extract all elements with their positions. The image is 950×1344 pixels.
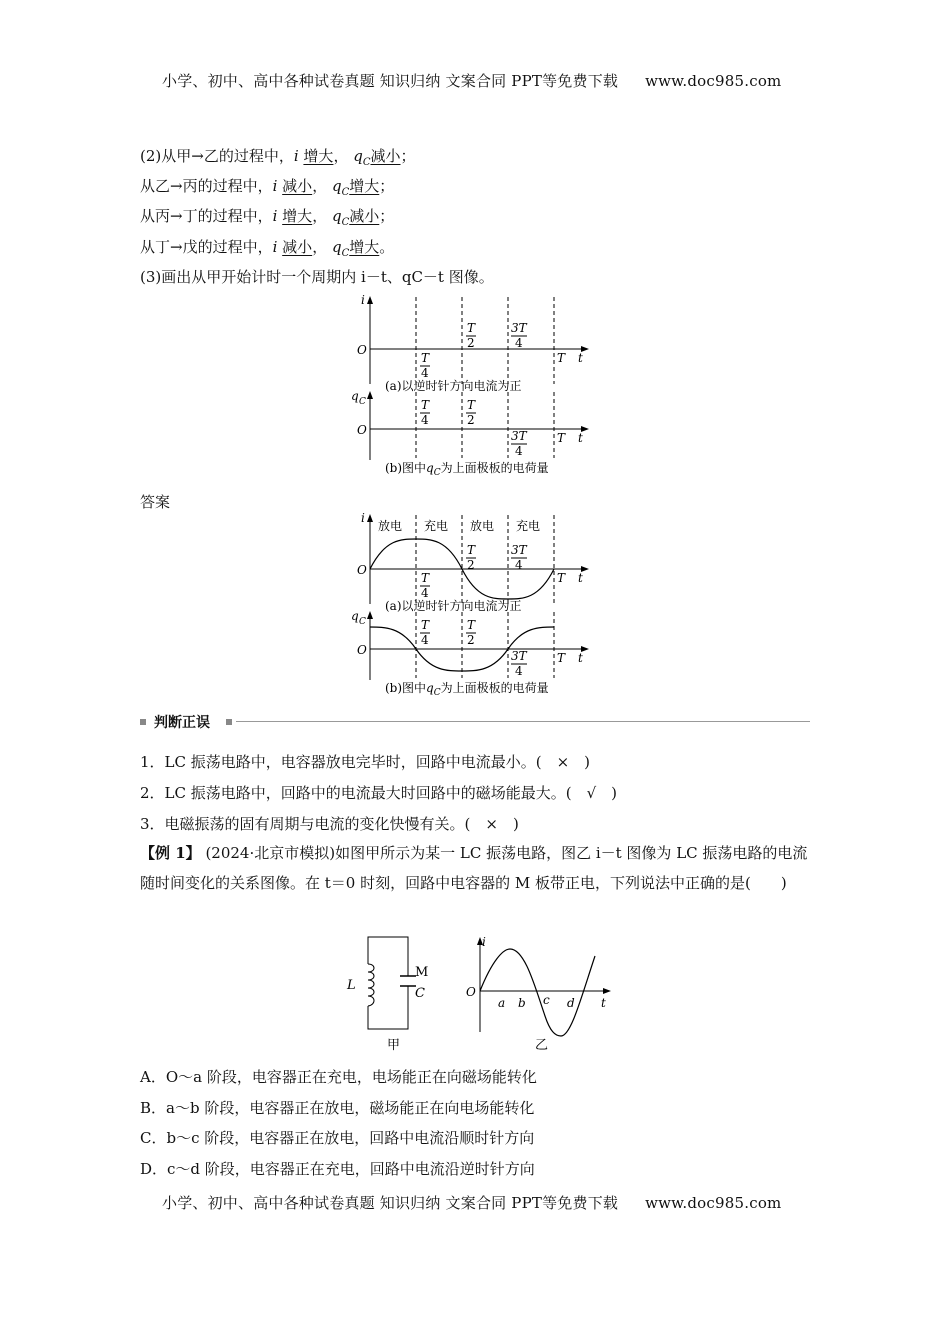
- question-graphs: [345, 292, 595, 482]
- axis-label-i: i: [361, 293, 365, 307]
- question-i-t-graph: [357, 293, 589, 393]
- svg-text:T: T: [421, 398, 430, 412]
- question-q-t-graph: [351, 389, 589, 478]
- tick-T-over-4-num: T: [421, 351, 430, 365]
- svg-text:T: T: [557, 571, 566, 585]
- current-trend: 减小: [282, 238, 313, 256]
- svg-text:T: T: [557, 431, 566, 445]
- charge-trend: 增大: [349, 238, 380, 256]
- svg-text:t: t: [578, 651, 583, 665]
- svg-text:t: t: [601, 996, 606, 1010]
- svg-text:O: O: [357, 423, 367, 437]
- footer-banner: [162, 1192, 781, 1213]
- svg-text:4: 4: [421, 633, 429, 647]
- charge-trend: 减小: [349, 207, 380, 225]
- judge-section-header: [140, 712, 810, 732]
- svg-text:O: O: [357, 643, 367, 657]
- example-figures: [335, 932, 625, 1057]
- svg-text:M: M: [415, 965, 429, 980]
- svg-text:3T: 3T: [511, 649, 527, 663]
- svg-text:4: 4: [515, 444, 523, 458]
- current-trend: 增大: [303, 147, 334, 165]
- svg-text:3T: 3T: [511, 429, 527, 443]
- process-line: 从乙→丙的过程中，i 减小， $q_C$增大；: [140, 177, 395, 198]
- charge-trend: 减小: [370, 147, 401, 165]
- lc-circuit-diagram: [346, 937, 428, 1053]
- process-line: 从丁→戊的过程中，i 减小， $q_C$增大。: [140, 238, 395, 259]
- svg-text:T: T: [421, 571, 430, 585]
- answer-label: 答案: [140, 493, 171, 511]
- tick-3T-over-4-den: 4: [515, 336, 523, 350]
- figure-jia-label: 甲: [387, 1038, 401, 1053]
- judge-item: 2．LC 振荡电路中，回路中的电流最大时回路中的磁场能最大。( √ ): [140, 784, 618, 802]
- svg-text:a: a: [498, 996, 506, 1010]
- header-url: www.doc985.com: [645, 72, 782, 90]
- axis-label-t: t: [578, 351, 583, 365]
- origin-label: O: [357, 343, 367, 357]
- example-question: [140, 838, 812, 898]
- example-text: (2024·北京市模拟)如图甲所示为某一 LC 振荡电路，图乙 i－t 图像为 LC 振荡电路的电流随时间变化的关系图像。在 t＝0 时刻，回路中电容器的 M 板带正电，下列说法中正确的是( ): [140, 844, 808, 892]
- svg-text:O: O: [466, 985, 476, 999]
- phase-discharge-2: 放电: [470, 519, 495, 533]
- footer-url: www.doc985.com: [645, 1194, 782, 1212]
- svg-text:2: 2: [467, 558, 475, 572]
- caption-a: (a)以逆时针方向电流为正: [385, 379, 522, 393]
- svg-text:4: 4: [515, 664, 523, 678]
- phase-charge-2: 充电: [516, 519, 541, 533]
- svg-text:C: C: [359, 617, 366, 627]
- svg-text:C: C: [415, 986, 425, 1001]
- phase-charge-1: 充电: [424, 519, 449, 533]
- svg-text:2: 2: [467, 413, 475, 427]
- answer-i-t-graph: [357, 512, 589, 613]
- footer-text: 小学、初中、高中各种试卷真题 知识归纳 文案合同 PPT等免费下载: [162, 1194, 619, 1212]
- svg-text:C: C: [359, 397, 366, 407]
- tick-T: T: [557, 351, 566, 365]
- svg-text:4: 4: [421, 586, 429, 600]
- axis-label-q: q: [351, 389, 359, 403]
- example-current-curve: [480, 949, 595, 1036]
- tick-T-over-4-den: 4: [421, 366, 429, 380]
- option-a[interactable]: A．O～a 阶段，电容器正在充电，电场能正在向磁场能转化: [140, 1068, 537, 1086]
- svg-text:d: d: [567, 996, 575, 1010]
- charge-trend: 增大: [349, 177, 380, 195]
- svg-text:T: T: [421, 618, 430, 632]
- svg-text:4: 4: [515, 558, 523, 572]
- svg-text:i: i: [361, 512, 365, 525]
- svg-text:3T: 3T: [511, 543, 527, 557]
- tick-T-over-2-den: 2: [467, 336, 475, 350]
- svg-text:T: T: [467, 618, 476, 632]
- svg-text:L: L: [347, 978, 356, 993]
- tick-3T-over-4-num: 3T: [511, 321, 527, 335]
- svg-text:2: 2: [467, 633, 475, 647]
- header-banner: [162, 70, 781, 91]
- square-bullet-icon: [140, 719, 146, 725]
- header-text: 小学、初中、高中各种试卷真题 知识归纳 文案合同 PPT等免费下载: [162, 72, 619, 90]
- option-d[interactable]: D．c～d 阶段，电容器正在充电，回路中电流沿逆时针方向: [140, 1160, 535, 1178]
- svg-text:4: 4: [421, 413, 429, 427]
- phase-discharge-1: 放电: [378, 519, 403, 533]
- judge-item: 3．电磁振荡的固有周期与电流的变化快慢有关。( × ): [140, 815, 519, 833]
- current-trend: 减小: [282, 177, 313, 195]
- svg-text:b: b: [518, 996, 526, 1010]
- svg-text:T: T: [557, 651, 566, 665]
- caption-b: (b)图中$q_C$为上面极板的电荷量: [385, 461, 549, 478]
- option-b[interactable]: B．a～b 阶段，电容器正在放电，磁场能正在向电场能转化: [140, 1099, 535, 1117]
- svg-text:i: i: [482, 935, 486, 949]
- svg-text:(a)以逆时针方向电流为正: (a)以逆时针方向电流为正: [385, 599, 522, 613]
- svg-text:t: t: [578, 571, 583, 585]
- square-bullet-icon: [226, 719, 232, 725]
- tick-T-over-2-num: T: [467, 321, 476, 335]
- judge-item: 1．LC 振荡电路中，电容器放电完毕时，回路中电流最小。( × ): [140, 753, 591, 771]
- svg-text:q: q: [351, 609, 359, 623]
- current-trend: 增大: [282, 207, 313, 225]
- part3-instruction: (3)画出从甲开始计时一个周期内 i－t、qC－t 图像。: [140, 268, 494, 286]
- svg-text:c: c: [543, 993, 550, 1007]
- figure-yi-label: 乙: [535, 1038, 549, 1053]
- process-line: 从丙→丁的过程中，i 增大， $q_C$减小；: [140, 207, 395, 228]
- judge-title: 判断正误: [154, 715, 210, 731]
- example-i-t-graph: [466, 935, 611, 1053]
- answer-q-t-graph: [351, 609, 589, 698]
- svg-text:T: T: [467, 398, 476, 412]
- divider-line: [236, 721, 810, 722]
- process-line: (2)从甲→乙的过程中，i 增大， $q_C$减小；: [140, 147, 416, 168]
- example-label: 【例 1】: [140, 844, 201, 862]
- option-c[interactable]: C．b～c 阶段，电容器正在放电，回路中电流沿顺时针方向: [140, 1129, 535, 1147]
- svg-text:O: O: [357, 563, 367, 577]
- svg-text:T: T: [467, 543, 476, 557]
- answer-graphs: [345, 512, 595, 702]
- svg-text:(b)图中qC为上面极板的电荷量: (b)图中$q_C$为上面极板的电荷量: [385, 681, 549, 698]
- svg-text:t: t: [578, 431, 583, 445]
